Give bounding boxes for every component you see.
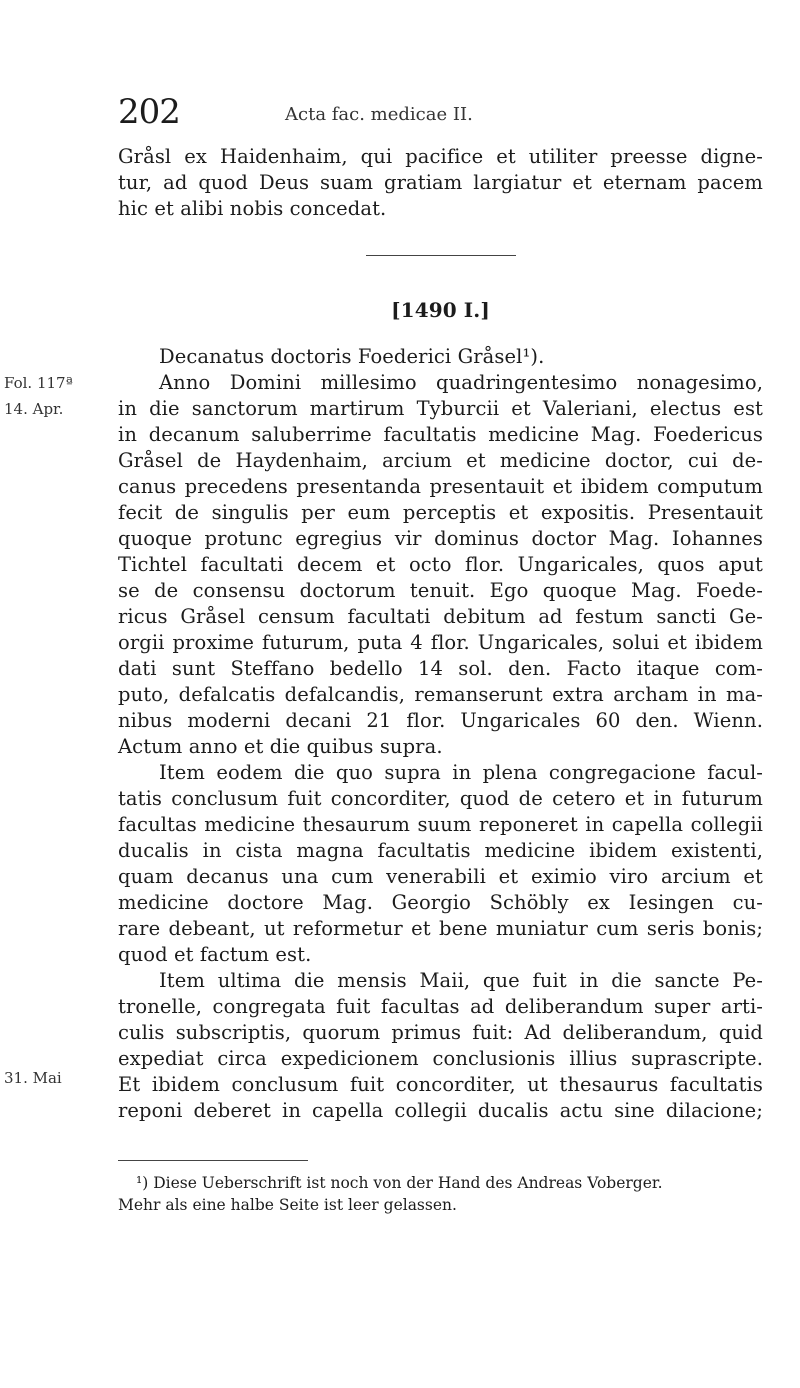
footnote-divider (118, 1160, 308, 1161)
text-line: nibus moderni decani 21 flor. Ungaricales 60 den. Wienn. (118, 709, 763, 732)
text-line: quod et factum est. (118, 943, 312, 966)
text-line: se de consensu doctorum tenuit. Ego quoque Mag. Foede- (118, 579, 763, 602)
text-line: reponi deberet in capella collegii ducalis actu sine dilacione; (118, 1099, 763, 1122)
footnote-line: ¹) Diese Ueberschrift ist noch von der Hand des Andreas Voberger. (136, 1174, 663, 1192)
text-line: ducalis in cista magna facultatis medicine ibidem existenti, (118, 839, 763, 862)
text-line: ricus Gråsel censum facultati debitum ad festum sancti Ge- (118, 605, 763, 628)
text-line: Item ultima die mensis Maii, que fuit in die sancte Pe- (159, 969, 763, 992)
section-heading: [1490 I.] (391, 298, 490, 322)
margin-note-date: 31. Mai (4, 1069, 62, 1087)
text-line: facultas medicine thesaurum suum reponeret in capella collegii (118, 813, 763, 836)
text-line: quam decanus una cum venerabili et eximio viro arcium et (118, 865, 763, 888)
text-line: in decanum saluberrime facultatis medicine Mag. Foedericus (118, 423, 763, 446)
text-line: canus precedens presentanda presentauit et ibidem computum (118, 475, 763, 498)
text-line: dati sunt Steffano bedello 14 sol. den. Facto itaque com- (118, 657, 763, 680)
page-number: 202 (118, 92, 180, 132)
decanatus-heading: Decanatus doctoris Foederici Gråsel¹). (159, 345, 545, 368)
footnote-line: Mehr als eine halbe Seite ist leer gelassen. (118, 1196, 457, 1214)
text-line: Anno Domini millesimo quadringentesimo nonagesimo, (159, 371, 763, 394)
text-line: in die sanctorum martirum Tyburcii et Valeriani, electus est (118, 397, 763, 420)
running-title: Acta fac. medicae II. (285, 104, 473, 125)
text-line: Et ibidem conclusum fuit concorditer, ut thesaurus facultatis (118, 1073, 763, 1096)
text-line: medicine doctore Mag. Georgio Schöbly ex Iesingen cu- (118, 891, 763, 914)
text-line: puto, defalcatis defalcandis, remanserunt extra archam in ma- (118, 683, 763, 706)
text-line: tur, ad quod Deus suam gratiam largiatur et eternam pacem (118, 171, 763, 194)
text-line: quoque protunc egregius vir dominus doctor Mag. Iohannes (118, 527, 763, 550)
text-line: Actum anno et die quibus supra. (118, 735, 443, 758)
text-line: expediat circa expedicionem conclusionis illius suprascripte. (118, 1047, 763, 1070)
text-line: rare debeant, ut reformetur et bene muniatur cum seris bonis; (118, 917, 763, 940)
section-divider (366, 255, 516, 256)
text-line: Gråsl ex Haidenhaim, qui pacifice et utiliter preesse digne- (118, 145, 763, 168)
text-line: Item eodem die quo supra in plena congregacione facul- (159, 761, 763, 784)
margin-note-folio: Fol. 117ª (4, 374, 73, 392)
text-line: fecit de singulis per eum perceptis et expositis. Presentauit (118, 501, 763, 524)
text-line: orgii proxime futurum, puta 4 flor. Ungaricales, solui et ibidem (118, 631, 763, 654)
text-line: tronelle, congregata fuit facultas ad deliberandum super arti- (118, 995, 763, 1018)
margin-note-date: 14. Apr. (4, 400, 64, 418)
text-line: Gråsel de Haydenhaim, arcium et medicine doctor, cui de- (118, 449, 763, 472)
text-line: tatis conclusum fuit concorditer, quod de cetero et in futurum (118, 787, 763, 810)
text-line: culis subscriptis, quorum primus fuit: Ad deliberandum, quid (118, 1021, 763, 1044)
text-line: hic et alibi nobis concedat. (118, 197, 387, 220)
text-line: Tichtel facultati decem et octo flor. Ungaricales, quos aput (118, 553, 763, 576)
